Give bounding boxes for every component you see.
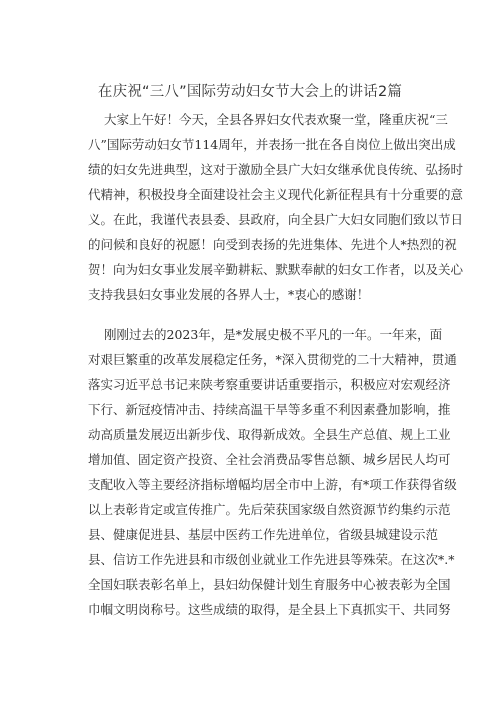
paragraph-line: 对艰巨繁重的改革发展稳定任务，*深入贯彻党的二十大精神，贯通 [88,352,457,367]
paragraph-line: 大家上午好！今天，全县各界妇女代表欢聚一堂，隆重庆祝“三 [104,112,448,127]
paragraph-gap [88,307,418,322]
paragraph-line: 支持我县妇女事业发展的各界人士，*衷心的感谢！ [88,287,370,302]
paragraph-line: 下行、新冠疫情冲击、持续高温干旱等多重不利因素叠加影响，推 [88,402,451,417]
paragraph-line: 落实习近平总书记来陕考察重要讲话重要指示，积极应对宏观经济 [88,377,451,392]
document-body [88,107,464,622]
paragraph-line: 增加值、固定资产投资、全社会消费品零售总额、城乡居民人均可 [88,452,451,467]
paragraph-line: 县、健康促进县、基层中医药工作先进单位，省级县城建设示范 [88,527,439,542]
paragraph-line: 支配收入等主要经济指标增幅均居全市中上游，有*项工作获得省级 [88,477,457,492]
paragraph-line: 以上表彰肯定或宣传推广。先后荣获国家级自然资源节约集约示范 [88,502,451,517]
paragraph-line: 动高质量发展迈出新步伐、取得新成效。全县生产总值、规上工业 [88,427,451,442]
paragraph-line: 全国妇联表彰名单上，县妇幼保健计划生育服务中心被表彰为全国 [88,577,451,592]
paragraph-1 [88,107,464,307]
paragraph-line: 绩的妇女先进典型，这对于激励全县广大妇女继承优良传统、弘扬时 [88,162,464,177]
paragraph-line: 的问候和良好的祝愿！向受到表扬的先进集体、先进个人*热烈的祝 [88,237,457,252]
paragraph-line: 刚刚过去的2023年，是*发展史极不平凡的一年。一年来，面 [104,327,443,342]
document-title: 在庆祝“三八”国际劳动妇女节大会上的讲话2篇 [97,84,403,100]
paragraph-line: 贺！向为妇女事业发展辛勤耕耘、默默奉献的妇女工作者，以及关心 [88,262,464,277]
paragraph-line: 代精神，积极投身全面建设社会主义现代化新征程具有十分重要的意 [88,187,464,202]
paragraph-line: 巾帼文明岗称号。这些成绩的取得，是全县上下真抓实干、共同努 [88,602,451,617]
paragraph-line: 县、信访工作先进县和市级创业就业工作先进县等殊荣。在这次*.* [88,552,455,567]
paragraph-line: 八”国际劳动妇女节114周年，并表扬一批在各自岗位上做出突出成 [88,137,456,152]
paragraph-line: 义。在此，我谨代表县委、县政府，向全县广大妇女同胞们致以节日 [88,212,464,227]
paragraph-2 [88,322,457,622]
